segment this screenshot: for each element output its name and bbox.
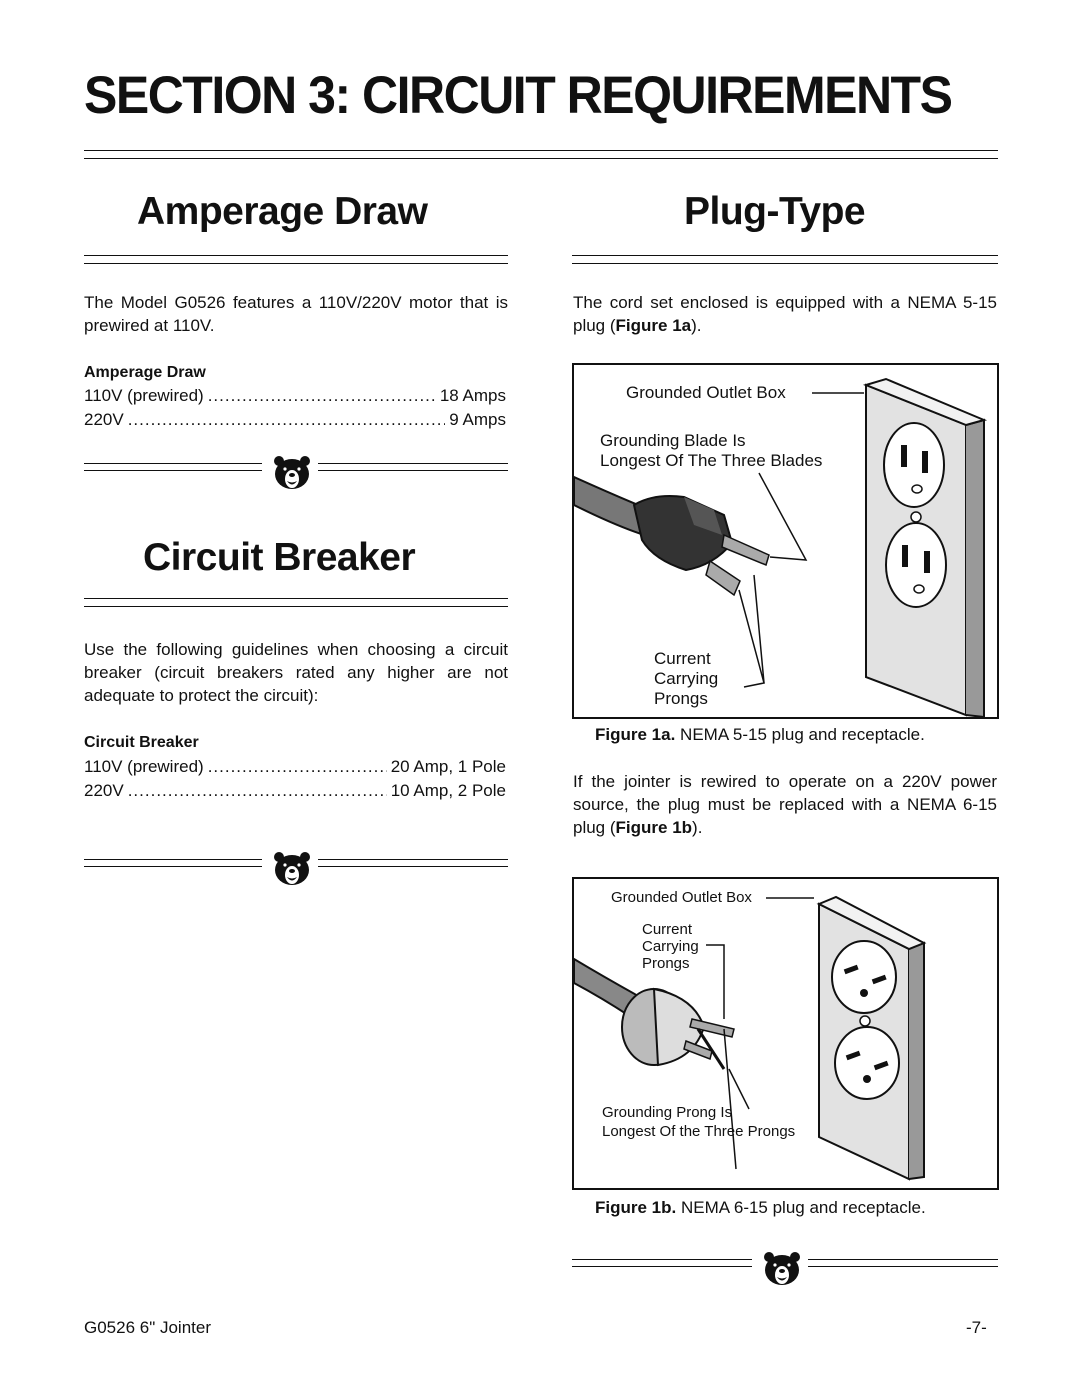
breaker-table (84, 755, 506, 803)
bear-logo-icon (272, 452, 312, 492)
amperage-row-label: 220V (84, 410, 124, 429)
fig1b-label-ground-2: Longest Of the Three Prongs (602, 1123, 796, 1140)
plug-heading: Plug-Type (684, 190, 866, 233)
section-title-rule (84, 150, 998, 159)
figure-ref: Figure 1a (615, 316, 692, 335)
breaker-intro: Use the following guidelines when choosing a circuit breaker (circuit breakers rated any higher are not adequate to protect the circuit): (84, 640, 508, 705)
fig1b-label-prongs-2: Carrying (642, 938, 699, 955)
figure-1b (572, 877, 999, 1190)
breaker-row-label: 220V (84, 781, 124, 800)
amperage-subheading: Amperage Draw (84, 364, 206, 381)
breaker-heading-rule (84, 598, 508, 607)
bear-divider (84, 452, 508, 492)
fig1a-caption: Figure 1a. NEMA 5-15 plug and receptacle. (595, 725, 925, 744)
nema-6-15-illustration (574, 879, 997, 1188)
fig1a-label-blade-1: Grounding Blade Is (600, 431, 746, 450)
amperage-row (84, 384, 506, 408)
amperage-row (84, 408, 506, 432)
amperage-table (84, 384, 506, 432)
plug-heading-rule (572, 255, 998, 264)
breaker-heading: Circuit Breaker (143, 536, 416, 579)
bear-divider (84, 848, 508, 888)
section-title: SECTION 3: CIRCUIT REQUIREMENTS (84, 65, 952, 125)
fig1b-label-prongs-3: Prongs (642, 955, 690, 972)
amperage-row-label: 110V (prewired) (84, 386, 204, 405)
amperage-intro: The Model G0526 features a 110V/220V motor that is prewired at 110V. (84, 293, 508, 335)
breaker-row (84, 755, 506, 779)
plug-intro: The cord set enclosed is equipped with a NEMA 5-15 plug (Figure 1a). (573, 293, 997, 335)
amperage-heading-rule (84, 255, 508, 264)
fig1a-label-blade-2: Longest Of The Three Blades (600, 451, 823, 470)
amperage-row-value: 18 Amps (439, 386, 506, 405)
breaker-subheading: Circuit Breaker (84, 734, 199, 751)
breaker-row-value: 20 Amp, 1 Pole (390, 757, 506, 776)
footer-page-number: -7- (966, 1318, 987, 1337)
fig1a-label-prongs-3: Prongs (654, 689, 708, 708)
fig1a-label-prongs-2: Carrying (654, 669, 719, 688)
fig1b-label-prongs-1: Current (642, 921, 693, 938)
bear-logo-icon (762, 1248, 802, 1288)
amperage-heading: Amperage Draw (137, 190, 428, 233)
amperage-row-value: 9 Amps (449, 410, 506, 429)
fig1a-label-outlet-box: Grounded Outlet Box (626, 383, 786, 402)
figure-ref: Figure 1b (615, 818, 693, 837)
bear-logo-icon (272, 848, 312, 888)
fig1b-caption: Figure 1b. NEMA 6-15 plug and receptacle. (595, 1198, 926, 1217)
fig1a-label-prongs-1: Current (654, 649, 711, 668)
nema-5-15-illustration (574, 365, 997, 717)
figure-1a (572, 363, 999, 719)
breaker-row-value: 10 Amp, 2 Pole (390, 781, 506, 800)
plug-rewire-text: If the jointer is rewired to operate on a 220V power source, the plug must be replaced with a NEMA 6-15 plug (Figure 1b). (573, 772, 997, 837)
footer-model: G0526 6" Jointer (84, 1318, 212, 1337)
breaker-row-label: 110V (prewired) (84, 757, 204, 776)
breaker-row (84, 779, 506, 803)
fig1b-label-ground-1: Grounding Prong Is (602, 1104, 733, 1121)
fig1b-label-outlet-box: Grounded Outlet Box (611, 889, 752, 906)
bear-divider (572, 1248, 998, 1288)
